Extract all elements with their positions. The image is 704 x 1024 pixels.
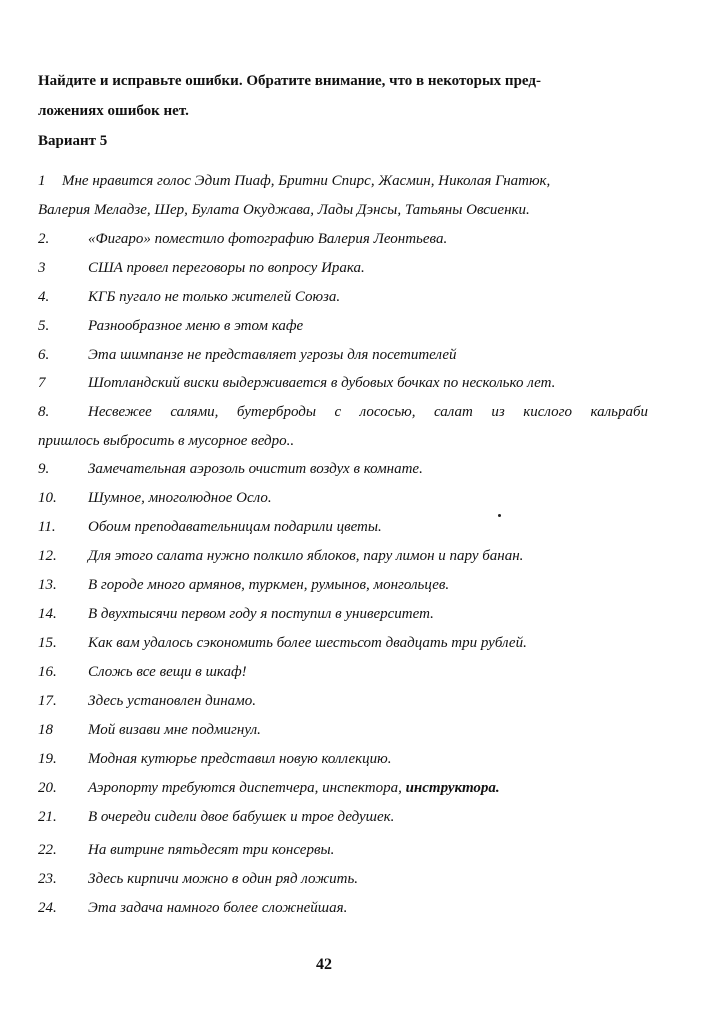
item-text-main: Несвежее салями, бутерброды с лососью, салат из кислого кальраби <box>88 404 648 420</box>
item-number: 9. <box>38 461 50 477</box>
item-text <box>88 460 423 478</box>
item-number: 6. <box>38 347 50 363</box>
item-text <box>88 547 523 565</box>
item-number: 16. <box>38 664 57 680</box>
item-text-main: КГБ пугало не только жителей Союза. <box>88 289 341 305</box>
item-text <box>88 808 394 826</box>
item-text <box>62 172 550 190</box>
item-text-main: Шумное, многолюдное Осло. <box>88 490 272 506</box>
item-number: 20. <box>38 780 57 796</box>
item-text-main: Аэропорту требуются диспетчера, инспектора, <box>88 780 406 796</box>
item-text-main: Здесь установлен динамо. <box>88 693 256 709</box>
item-number: 5. <box>38 318 50 334</box>
item-number: 1 <box>38 173 46 189</box>
item-number: 11. <box>38 519 56 535</box>
item-text-main: В очереди сидели двое бабушек и трое дедушек. <box>88 809 395 825</box>
item-text <box>88 779 500 797</box>
item-text <box>88 288 340 306</box>
item-text-main: США провел переговоры по вопросу Ирака. <box>88 260 365 276</box>
item-text <box>88 750 391 768</box>
scan-speck <box>498 514 501 517</box>
item-text-main: Для этого салата нужно полкило яблоков, пару лимон и пару банан. <box>88 548 524 564</box>
item-number: 10. <box>38 490 57 506</box>
item-text <box>88 870 358 888</box>
item-text <box>88 634 527 652</box>
instruction-line-2: ложениях ошибок нет. <box>38 103 189 119</box>
item-number: 19. <box>38 751 57 767</box>
item-text <box>88 317 303 335</box>
item-text <box>88 663 247 681</box>
item-text-main: Мне нравится голос Эдит Пиаф, Бритни Спирс, Жасмин, Николая Гнатюк, <box>62 173 551 189</box>
item-number: 8. <box>38 404 50 420</box>
item-text <box>88 374 555 392</box>
item-number: 3 <box>38 260 46 276</box>
item-number: 2. <box>38 231 50 247</box>
item-text <box>88 489 272 507</box>
item-number: 15. <box>38 635 57 651</box>
item-text-main: Эта шимпанзе не представляет угрозы для посетителей <box>88 347 457 363</box>
item-text <box>88 605 434 623</box>
item-text-main: Мой визави мне подмигнул. <box>88 722 261 738</box>
item-text-bold: инструктора. <box>405 780 500 796</box>
item-text-main: Шотландский виски выдерживается в дубовых бочках по несколько лет. <box>88 375 556 391</box>
item-number: 23. <box>38 871 57 887</box>
item-number: 22. <box>38 842 57 858</box>
item-text-main: Модная кутюрье представил новую коллекцию. <box>88 751 392 767</box>
item-text <box>88 403 648 421</box>
item-text <box>88 346 457 364</box>
page-number: 42 <box>316 956 332 973</box>
item-text-main: В городе много армянов, туркмен, румынов, монгольцев. <box>88 577 450 593</box>
item-number: 24. <box>38 900 57 916</box>
item-number: 4. <box>38 289 50 305</box>
item-number: 18 <box>38 722 53 738</box>
item-text <box>88 518 382 536</box>
item-text-main: «Фигаро» поместило фотографию Валерия Леонтьева. <box>88 231 448 247</box>
item-text <box>88 841 334 859</box>
item-continuation: пришлось выбросить в мусорное ведро.. <box>38 433 295 449</box>
item-text <box>88 230 447 248</box>
item-number: 14. <box>38 606 57 622</box>
item-text-main: На витрине пятьдесят три консервы. <box>88 842 335 858</box>
item-text <box>88 576 449 594</box>
item-text-main: В двухтысячи первом году я поступил в университет. <box>88 606 434 622</box>
item-number: 17. <box>38 693 57 709</box>
item-text <box>88 899 347 917</box>
item-text-main: Как вам удалось сэкономить более шестьсот двадцать три рублей. <box>88 635 527 651</box>
item-number: 21. <box>38 809 57 825</box>
item-text <box>88 259 365 277</box>
item-text-main: Сложь все вещи в шкаф! <box>88 664 247 680</box>
variant-heading: Вариант 5 <box>38 133 108 149</box>
instruction-line-1: Найдите и исправьте ошибки. Обратите внимание, что в некоторых пред- <box>38 73 541 89</box>
item-text-main: Здесь кирпичи можно в один ряд ложить. <box>88 871 359 887</box>
item-text <box>88 692 256 710</box>
item-number: 13. <box>38 577 57 593</box>
item-text <box>88 721 261 739</box>
item-text-main: Разнообразное меню в этом кафе <box>88 318 304 334</box>
item-text-main: Эта задача намного более сложнейшая. <box>88 900 348 916</box>
item-number: 7 <box>38 375 46 391</box>
item-text-main: Замечательная аэрозоль очистит воздух в комнате. <box>88 461 423 477</box>
item-number: 12. <box>38 548 57 564</box>
item-text-main: Обоим преподавательницам подарили цветы. <box>88 519 382 535</box>
item-continuation: Валерия Меладзе, Шер, Булата Окуджава, Лады Дэнсы, Татьяны Овсиенки. <box>38 202 530 218</box>
